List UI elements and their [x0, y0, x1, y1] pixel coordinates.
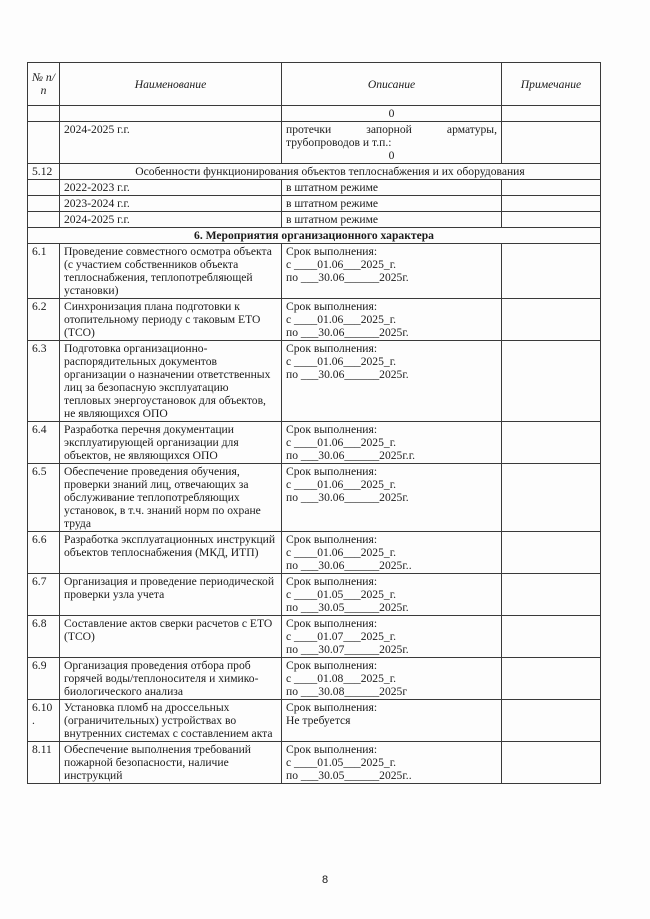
table-row — [28, 212, 601, 228]
item-term — [282, 422, 502, 464]
table-row — [28, 196, 601, 212]
header-note: Примечание — [502, 63, 601, 106]
item-term — [282, 341, 502, 422]
table-row — [28, 422, 601, 464]
item-name: Установка пломб на дроссельных (ограничительных) устройствах во внутренних системах с составлением акта — [60, 700, 282, 742]
status-text: в штатном режиме — [282, 196, 502, 212]
leak-description: протечки запорной арматуры, трубопроводов и т.п.: 0 — [282, 122, 502, 164]
term-from: с ____01.05___2025_г. — [286, 756, 397, 769]
item-term — [282, 464, 502, 532]
item-note — [502, 422, 601, 464]
item-num: 8.11 — [28, 742, 60, 784]
period-label: 2023-2024 г.г. — [60, 196, 282, 212]
items-body — [28, 244, 601, 784]
item-num: 6.6 — [28, 532, 60, 574]
table-row — [28, 700, 601, 742]
term-to: по ___30.06______2025г.г. — [286, 449, 416, 462]
item-num: 6.5 — [28, 464, 60, 532]
item-term — [282, 532, 502, 574]
term-label: Срок выполнения: — [286, 743, 378, 756]
term-label: Срок выполнения: — [286, 465, 378, 478]
term-label: Срок выполнения: — [286, 617, 378, 630]
term-label: Срок выполнения: — [286, 659, 378, 672]
term-label: Срок выполнения: — [286, 300, 378, 313]
item-name: Проведение совместного осмотра объекта (с участием собственников объекта теплоснабжения, теплопотребляющей установки) — [60, 244, 282, 299]
term-from: с ____01.05___2025_г. — [286, 588, 397, 601]
item-num: 6.7 — [28, 574, 60, 616]
item-note — [502, 341, 601, 422]
item-name: Разработка эксплуатационных инструкций объектов теплоснабжения (МКД, ИТП) — [60, 532, 282, 574]
item-name: Синхронизация плана подготовки к отопительному периоду с таковым ЕТО (ТСО) — [60, 299, 282, 341]
header-desc: Описание — [282, 63, 502, 106]
item-note — [502, 742, 601, 784]
term-label: Срок выполнения: — [286, 533, 378, 546]
table-row — [28, 532, 601, 574]
table-header-row — [28, 63, 601, 106]
term-label: Срок выполнения: — [286, 575, 378, 588]
item-note — [502, 464, 601, 532]
value-zero: 0 — [282, 106, 502, 122]
item-note — [502, 574, 601, 616]
item-term — [282, 299, 502, 341]
term-from: с ____01.06___2025_г. — [286, 313, 397, 326]
item-name: Обеспечение выполнения требований пожарной безопасности, наличие инструкций — [60, 742, 282, 784]
section-512-row — [28, 164, 601, 180]
table-row — [28, 464, 601, 532]
term-label: Срок выполнения: — [286, 423, 378, 436]
term-from: с ____01.07___2025_г. — [286, 630, 397, 643]
status-text: в штатном режиме — [282, 180, 502, 196]
period-label: 2024-2025 г.г. — [60, 212, 282, 228]
term-to: по ___30.06______2025г. — [286, 326, 409, 339]
section-num: 5.12 — [28, 164, 60, 180]
item-name: Организация проведения отбора проб горячей воды/теплоносителя и химико-биологического анализа — [60, 658, 282, 700]
table-row — [28, 299, 601, 341]
term-label: Срок выполнения: — [286, 701, 378, 714]
term-label: Срок выполнения: — [286, 245, 378, 258]
term-from: с ____01.06___2025_г. — [286, 258, 397, 271]
period-label: 2024-2025 г.г. — [60, 122, 282, 164]
item-num: 6.4 — [28, 422, 60, 464]
item-name: Составление актов сверки расчетов с ЕТО (ТСО) — [60, 616, 282, 658]
term-from: Не требуется — [286, 714, 351, 727]
table-row — [28, 341, 601, 422]
item-name: Разработка перечня документации эксплуатирующей организации для объектов, не являющихся ОПО — [60, 422, 282, 464]
item-note — [502, 244, 601, 299]
term-to: по ___30.05______2025г.. — [286, 769, 412, 782]
item-term — [282, 700, 502, 742]
section-title: Особенности функционирования объектов теплоснабжения и их оборудования — [60, 164, 601, 180]
section-6-row — [28, 228, 601, 244]
item-name: Организация и проведение периодической проверки узла учета — [60, 574, 282, 616]
header-name: Наименование — [60, 63, 282, 106]
item-term — [282, 616, 502, 658]
term-label: Срок выполнения: — [286, 342, 378, 355]
item-note — [502, 658, 601, 700]
item-term — [282, 742, 502, 784]
page-number: 8 — [321, 874, 329, 886]
term-to: по ___30.06______2025г. — [286, 491, 409, 504]
header-num: № п/п — [28, 63, 60, 106]
item-num: 6.10 . — [28, 700, 60, 742]
table-row — [28, 742, 601, 784]
table-row — [28, 658, 601, 700]
term-from: с ____01.06___2025_г. — [286, 478, 397, 491]
item-name: Обеспечение проведения обучения, проверки знаний лиц, отвечающих за обслуживание теплопотребляющих установок, в т.ч. знаний норм по охране труда — [60, 464, 282, 532]
term-from: с ____01.08___2025_г. — [286, 672, 397, 685]
term-to: по ___30.08______2025г — [286, 685, 408, 698]
item-num: 6.2 — [28, 299, 60, 341]
table-row — [28, 122, 601, 164]
term-to: по ___30.07______2025г. — [286, 643, 409, 656]
table-row — [28, 180, 601, 196]
item-note — [502, 616, 601, 658]
term-from: с ____01.06___2025_г. — [286, 436, 397, 449]
item-num: 6.1 — [28, 244, 60, 299]
item-num: 6.3 — [28, 341, 60, 422]
term-from: с ____01.06___2025_г. — [286, 546, 397, 559]
term-to: по ___30.05______2025г. — [286, 601, 409, 614]
table-row — [28, 106, 601, 122]
table-row — [28, 616, 601, 658]
item-note — [502, 700, 601, 742]
item-note — [502, 299, 601, 341]
item-term — [282, 244, 502, 299]
item-term — [282, 574, 502, 616]
term-to: по ___30.06______2025г.. — [286, 559, 412, 572]
table-row — [28, 574, 601, 616]
term-to: по ___30.06______2025г. — [286, 271, 409, 284]
section-title: 6. Мероприятия организационного характера — [28, 228, 601, 244]
term-to: по ___30.06______2025г. — [286, 368, 409, 381]
table-row — [28, 244, 601, 299]
item-num: 6.9 — [28, 658, 60, 700]
status-text: в штатном режиме — [282, 212, 502, 228]
measures-table — [27, 62, 601, 784]
item-num: 6.8 — [28, 616, 60, 658]
term-from: с ____01.06___2025_г. — [286, 355, 397, 368]
item-note — [502, 532, 601, 574]
period-label: 2022-2023 г.г. — [60, 180, 282, 196]
item-name: Подготовка организационно-распорядительных документов организации о назначении ответственных лиц за безопасную эксплуатацию тепловых энергоустановок для объектов, не являющихся ОПО — [60, 341, 282, 422]
item-term — [282, 658, 502, 700]
